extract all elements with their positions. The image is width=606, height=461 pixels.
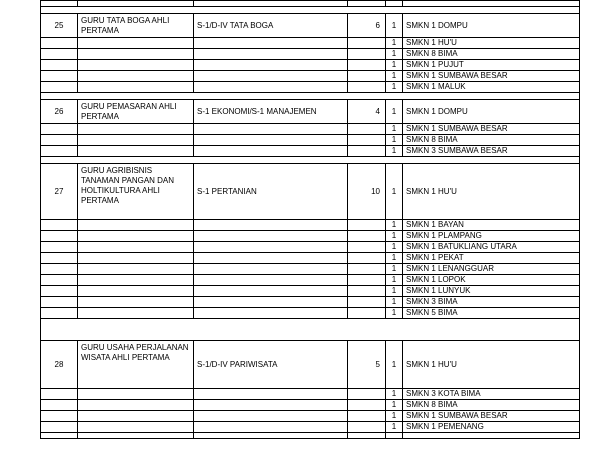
empty-cell (78, 400, 194, 411)
total-count: 10 (348, 164, 386, 220)
empty-cell (41, 220, 78, 231)
quota: 1 (386, 82, 403, 93)
table-row (41, 400, 580, 411)
empty-cell (348, 275, 386, 286)
table-row (41, 286, 580, 297)
table-row (41, 297, 580, 308)
separator-cell (403, 93, 580, 100)
empty-cell (78, 82, 194, 93)
group-separator (41, 319, 580, 341)
separator-cell (403, 319, 580, 341)
separator-cell (348, 93, 386, 100)
empty-cell (348, 146, 386, 157)
empty-cell (78, 308, 194, 319)
empty-cell (41, 286, 78, 297)
quota: 1 (386, 389, 403, 400)
quota: 1 (386, 275, 403, 286)
empty-cell (78, 422, 194, 433)
empty-cell (41, 49, 78, 60)
empty-cell (348, 220, 386, 231)
empty-cell (348, 297, 386, 308)
group-separator (41, 157, 580, 164)
separator-cell (41, 319, 78, 341)
school-name: SMKN 1 LOPOK (403, 275, 580, 286)
empty-cell (78, 286, 194, 297)
quota: 1 (386, 422, 403, 433)
empty-cell (348, 71, 386, 82)
empty-cell (348, 400, 386, 411)
empty-cell (348, 253, 386, 264)
total-count: 4 (348, 100, 386, 124)
empty-cell (78, 135, 194, 146)
quota: 1 (386, 297, 403, 308)
school-name: SMKN 1 SUMBAWA BESAR (403, 411, 580, 422)
qualification: S-1/D-IV PARIWISATA (194, 341, 348, 389)
empty-cell (41, 411, 78, 422)
table-row (41, 264, 580, 275)
table-row (41, 341, 580, 389)
empty-cell (194, 297, 348, 308)
table-row (41, 422, 580, 433)
table-row (41, 71, 580, 82)
table-row (41, 308, 580, 319)
school-name: SMKN 3 BIMA (403, 297, 580, 308)
empty-cell (78, 124, 194, 135)
empty-cell (78, 411, 194, 422)
empty-cell (41, 231, 78, 242)
position-title: GURU TATA BOGA AHLI PERTAMA (78, 14, 194, 38)
empty-cell (41, 422, 78, 433)
school-name: SMKN 1 DOMPU (403, 14, 580, 38)
empty-cell (348, 231, 386, 242)
empty-cell (41, 82, 78, 93)
empty-cell (348, 49, 386, 60)
separator-cell (403, 7, 580, 14)
empty-cell (78, 389, 194, 400)
empty-cell (78, 71, 194, 82)
separator-cell (194, 157, 348, 164)
table-cell (78, 433, 194, 439)
school-name: SMKN 1 LUNYUK (403, 286, 580, 297)
school-name: SMKN 1 SUMBAWA BESAR (403, 71, 580, 82)
empty-cell (78, 38, 194, 49)
quota: 1 (386, 400, 403, 411)
empty-cell (194, 231, 348, 242)
empty-cell (41, 253, 78, 264)
empty-cell (348, 242, 386, 253)
table-row (41, 220, 580, 231)
empty-cell (194, 389, 348, 400)
separator-cell (386, 93, 403, 100)
school-name: SMKN 1 LENANGGUAR (403, 264, 580, 275)
group-separator (41, 93, 580, 100)
empty-cell (194, 71, 348, 82)
quota: 1 (386, 242, 403, 253)
qualification: S-1/D-IV TATA BOGA (194, 14, 348, 38)
separator-cell (194, 7, 348, 14)
school-name: SMKN 8 BIMA (403, 400, 580, 411)
separator-cell (78, 319, 194, 341)
table-cell (348, 433, 386, 439)
row-number: 26 (41, 100, 78, 124)
empty-cell (41, 124, 78, 135)
row-number: 25 (41, 14, 78, 38)
row-number: 28 (41, 341, 78, 389)
empty-cell (194, 82, 348, 93)
table-row (41, 411, 580, 422)
separator-cell (386, 157, 403, 164)
empty-cell (194, 286, 348, 297)
table-row (41, 146, 580, 157)
separator-cell (348, 157, 386, 164)
empty-cell (194, 264, 348, 275)
table-cell (386, 433, 403, 439)
table-row (41, 82, 580, 93)
quota: 1 (386, 341, 403, 389)
quota: 1 (386, 135, 403, 146)
quota: 1 (386, 264, 403, 275)
formation-table (40, 0, 580, 439)
empty-cell (194, 275, 348, 286)
empty-cell (41, 275, 78, 286)
separator-cell (41, 157, 78, 164)
formation-table-body (41, 1, 580, 439)
table-row (41, 100, 580, 124)
quota: 1 (386, 14, 403, 38)
empty-cell (78, 220, 194, 231)
school-name: SMKN 1 HU'U (403, 164, 580, 220)
separator-cell (41, 93, 78, 100)
empty-cell (78, 275, 194, 286)
empty-cell (41, 60, 78, 71)
quota: 1 (386, 71, 403, 82)
empty-cell (348, 38, 386, 49)
separator-cell (386, 7, 403, 14)
table-cell (403, 433, 580, 439)
school-name: SMKN 1 DOMPU (403, 100, 580, 124)
total-count: 5 (348, 341, 386, 389)
quota: 1 (386, 100, 403, 124)
school-name: SMKN 1 BATUKLIANG UTARA (403, 242, 580, 253)
empty-cell (194, 38, 348, 49)
empty-cell (194, 400, 348, 411)
empty-cell (78, 60, 194, 71)
school-name: SMKN 1 SUMBAWA BESAR (403, 124, 580, 135)
school-name: SMKN 1 PEMENANG (403, 422, 580, 433)
quota: 1 (386, 411, 403, 422)
position-title: GURU AGRIBISNIS TANAMAN PANGAN DAN HOLTIKULTURA AHLI PERTAMA (78, 164, 194, 220)
quota: 1 (386, 231, 403, 242)
table-row (41, 135, 580, 146)
quota: 1 (386, 220, 403, 231)
empty-cell (348, 286, 386, 297)
qualification: S-1 PERTANIAN (194, 164, 348, 220)
empty-cell (41, 135, 78, 146)
table-row (41, 60, 580, 71)
table-row (41, 124, 580, 135)
total-count: 6 (348, 14, 386, 38)
table-row (41, 242, 580, 253)
school-name: SMKN 1 PLAMPANG (403, 231, 580, 242)
empty-cell (41, 297, 78, 308)
table-row (41, 38, 580, 49)
empty-cell (348, 82, 386, 93)
separator-cell (78, 157, 194, 164)
separator-cell (78, 7, 194, 14)
empty-cell (78, 49, 194, 60)
empty-cell (78, 146, 194, 157)
separator-cell (194, 319, 348, 341)
empty-cell (348, 60, 386, 71)
empty-cell (78, 242, 194, 253)
table-row (41, 231, 580, 242)
table-row (41, 275, 580, 286)
empty-cell (78, 297, 194, 308)
quota: 1 (386, 60, 403, 71)
quota: 1 (386, 308, 403, 319)
separator-cell (78, 93, 194, 100)
quota: 1 (386, 49, 403, 60)
separator-cell (41, 7, 78, 14)
empty-cell (348, 135, 386, 146)
empty-cell (41, 389, 78, 400)
quota: 1 (386, 164, 403, 220)
empty-cell (41, 400, 78, 411)
empty-cell (41, 242, 78, 253)
quota: 1 (386, 146, 403, 157)
empty-cell (348, 124, 386, 135)
empty-cell (41, 308, 78, 319)
empty-cell (348, 264, 386, 275)
quota: 1 (386, 253, 403, 264)
school-name: SMKN 3 KOTA BIMA (403, 389, 580, 400)
empty-cell (194, 242, 348, 253)
empty-cell (194, 60, 348, 71)
school-name: SMKN 1 BAYAN (403, 220, 580, 231)
empty-cell (194, 411, 348, 422)
table-cell (41, 433, 78, 439)
school-name: SMKN 8 BIMA (403, 49, 580, 60)
empty-cell (41, 71, 78, 82)
separator-cell (194, 93, 348, 100)
separator-cell (348, 7, 386, 14)
separator-cell (386, 319, 403, 341)
empty-cell (41, 146, 78, 157)
empty-cell (348, 411, 386, 422)
row-number: 27 (41, 164, 78, 220)
school-name: SMKN 3 SUMBAWA BESAR (403, 146, 580, 157)
qualification: S-1 EKONOMI/S-1 MANAJEMEN (194, 100, 348, 124)
school-name: SMKN 1 PUJUT (403, 60, 580, 71)
school-name: SMKN 8 BIMA (403, 135, 580, 146)
quota: 1 (386, 286, 403, 297)
document-page (40, 0, 580, 439)
empty-cell (194, 422, 348, 433)
empty-cell (41, 38, 78, 49)
empty-cell (194, 135, 348, 146)
empty-cell (348, 389, 386, 400)
separator-cell (403, 157, 580, 164)
table-row (41, 14, 580, 38)
school-name: SMKN 5 BIMA (403, 308, 580, 319)
quota: 1 (386, 124, 403, 135)
empty-cell (194, 220, 348, 231)
position-title: GURU PEMASARAN AHLI PERTAMA (78, 100, 194, 124)
table-row (41, 433, 580, 439)
table-row (41, 49, 580, 60)
school-name: SMKN 1 HU'U (403, 341, 580, 389)
empty-cell (194, 49, 348, 60)
empty-cell (348, 422, 386, 433)
empty-cell (78, 253, 194, 264)
empty-cell (194, 253, 348, 264)
school-name: SMKN 1 PEKAT (403, 253, 580, 264)
position-title: GURU USAHA PERJALANAN WISATA AHLI PERTAMA (78, 341, 194, 389)
group-separator (41, 7, 580, 14)
table-cell (194, 433, 348, 439)
school-name: SMKN 1 MALUK (403, 82, 580, 93)
empty-cell (194, 146, 348, 157)
empty-cell (41, 264, 78, 275)
table-row (41, 389, 580, 400)
empty-cell (348, 308, 386, 319)
empty-cell (78, 231, 194, 242)
empty-cell (194, 124, 348, 135)
school-name: SMKN 1 HU'U (403, 38, 580, 49)
table-row (41, 253, 580, 264)
table-row (41, 164, 580, 220)
quota: 1 (386, 38, 403, 49)
separator-cell (348, 319, 386, 341)
empty-cell (78, 264, 194, 275)
empty-cell (194, 308, 348, 319)
